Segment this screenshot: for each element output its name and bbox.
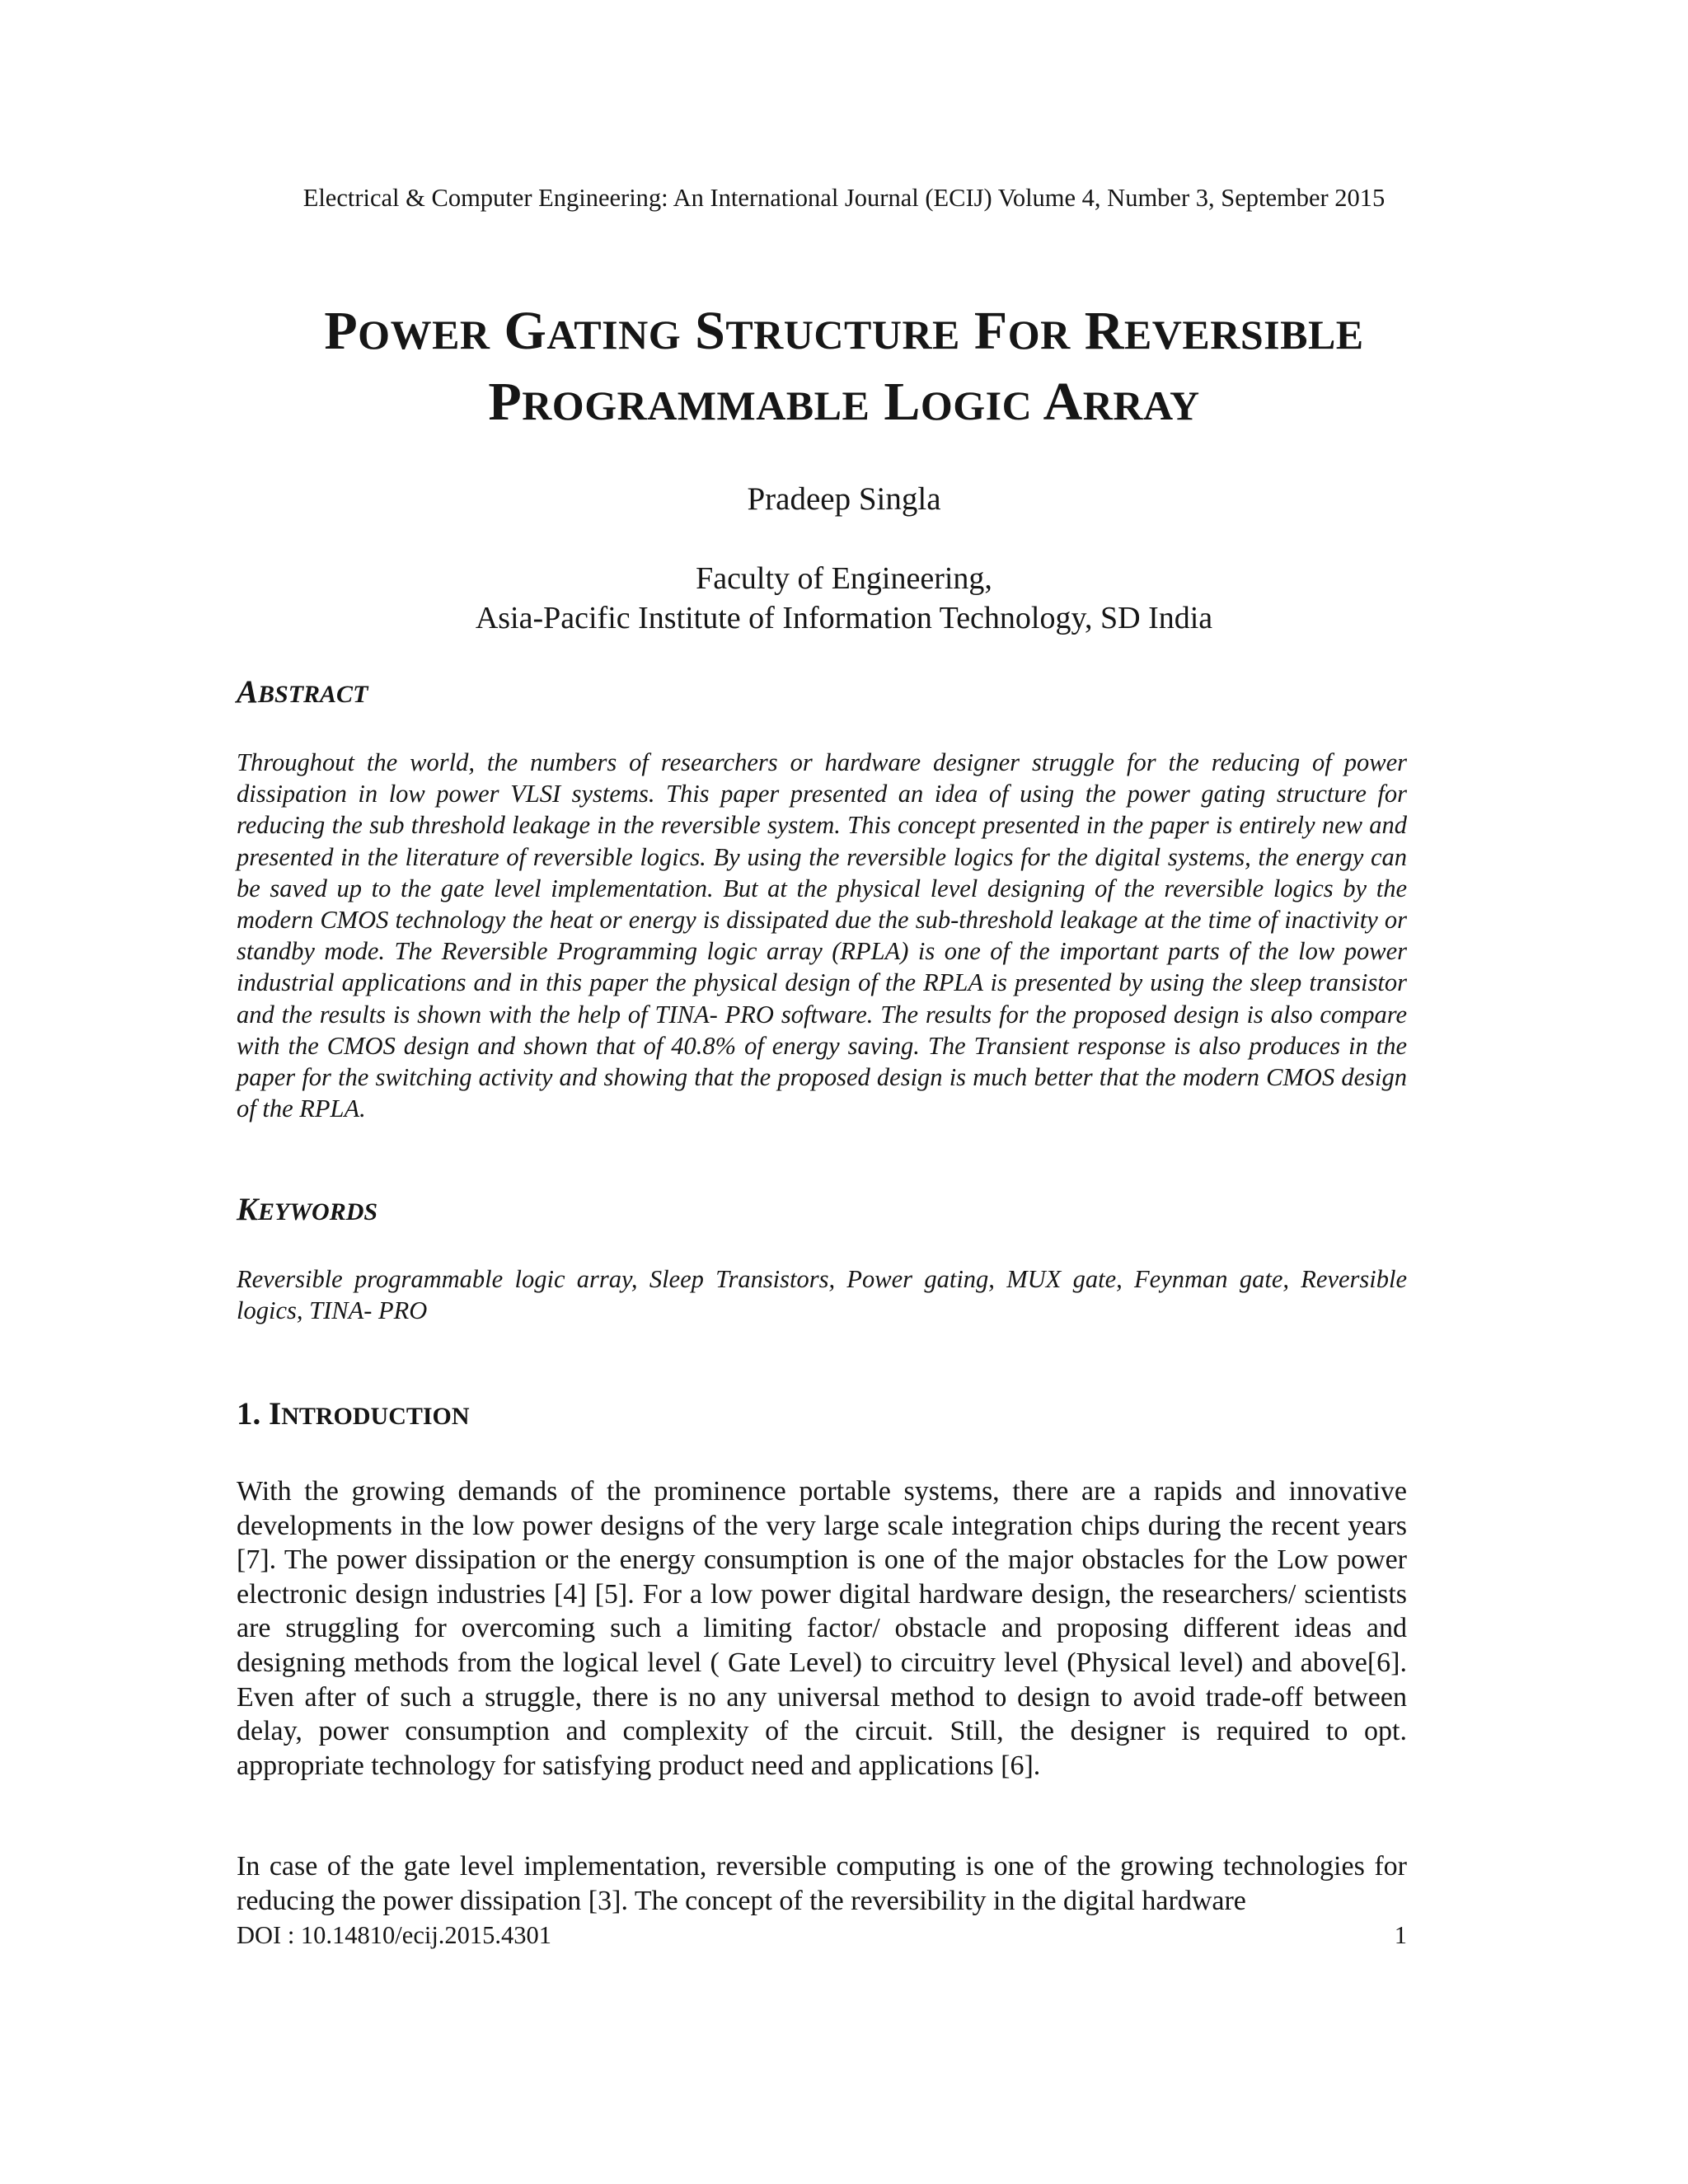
affiliation-line-2: Asia-Pacific Institute of Information Technology, SD India [475,601,1213,635]
title-word: GATING [504,301,682,361]
paper-title [0,298,1688,439]
title-line-1 [0,298,1688,368]
title-word: LOGIC [884,372,1033,432]
affiliation-line-1: Faculty of Engineering, [696,561,992,596]
title-word: FOR [973,301,1071,361]
author-affiliation [0,559,1688,638]
page-number: 1 [1394,1921,1407,1949]
title-word: STRUCTURE [695,301,960,361]
title-word: POWER [324,301,490,361]
introduction-paragraph-1: With the growing demands of the prominence portable systems, there are a rapids and innovative developments in the low power designs of the very large scale integration chips during the recent years [7]. The power dissipation or the energy consumption is one of the major obstacles for the Low power electronic design industries [4] [5]. For a low power digital hardware design, the researchers/ scientists are struggling for overcoming such a limiting factor/ obstacle and proposing different ideas and designing methods from the logical level ( Gate Level) to circuitry level (Physical level) and above[6]. Even after of such a struggle, there is no any universal method to design to avoid trade-off between delay, power consumption and complexity of the circuit. Still, the designer is required to opt. appropriate technology for satisfying product need and applications [6]. [237,1476,1407,1781]
title-word: REVERSIBLE [1084,301,1364,361]
abstract-heading: ABSTRACT [237,674,368,710]
title-word: PROGRAMMABLE [488,372,870,432]
author-name: Pradeep Singla [747,481,941,517]
keywords-heading: KEYWORDS [237,1192,378,1227]
title-line-2 [0,368,1688,439]
abstract-text: Throughout the world, the numbers of researchers or hardware designer struggle for the reducing of power dissipation in low power VLSI systems. This paper presented an idea of using the power gating structure for reducing the sub threshold leakage in the reversible system. This concept presented in the paper is entirely new and presented in the literature of reversible logics. By using the reversible logics for the digital systems, the energy can be saved up to the gate level implementation. But at the physical level designing of the reversible logics by the modern CMOS technology the heat or energy is dissipated due the sub-threshold leakage at the time of inactivity or standby mode. The Reversible Programming logic array (RPLA) is one of the important parts of the low power industrial applications and in this paper the physical design of the RPLA is presented by using the sleep transistor and the results is shown with the help of TINA- PRO software. The results for the proposed design is also compare with the CMOS design and shown that of 40.8% of energy saving. The Transient response is also produces in the paper for the switching activity and showing that the proposed design is much better that the modern CMOS design of the RPLA. [237,748,1407,1123]
introduction-paragraph-2: In case of the gate level implementation, reversible computing is one of the growing technologies for reducing the power dissipation [3]. The concept of the reversibility in the digital hardware [237,1851,1407,1916]
introduction-heading: 1. INTRODUCTION [237,1396,470,1432]
journal-header: Electrical & Computer Engineering: An International Journal (ECIJ) Volume 4, Number 3, September 2015 [302,184,1386,212]
keywords-text: Reversible programmable logic array, Sleep Transistors, Power gating, MUX gate, Feynman gate, Reversible logics, TINA- PRO [237,1265,1407,1324]
title-word: ARRAY [1043,372,1200,432]
footer-doi: DOI : 10.14810/ecij.2015.4301 [237,1921,552,1949]
